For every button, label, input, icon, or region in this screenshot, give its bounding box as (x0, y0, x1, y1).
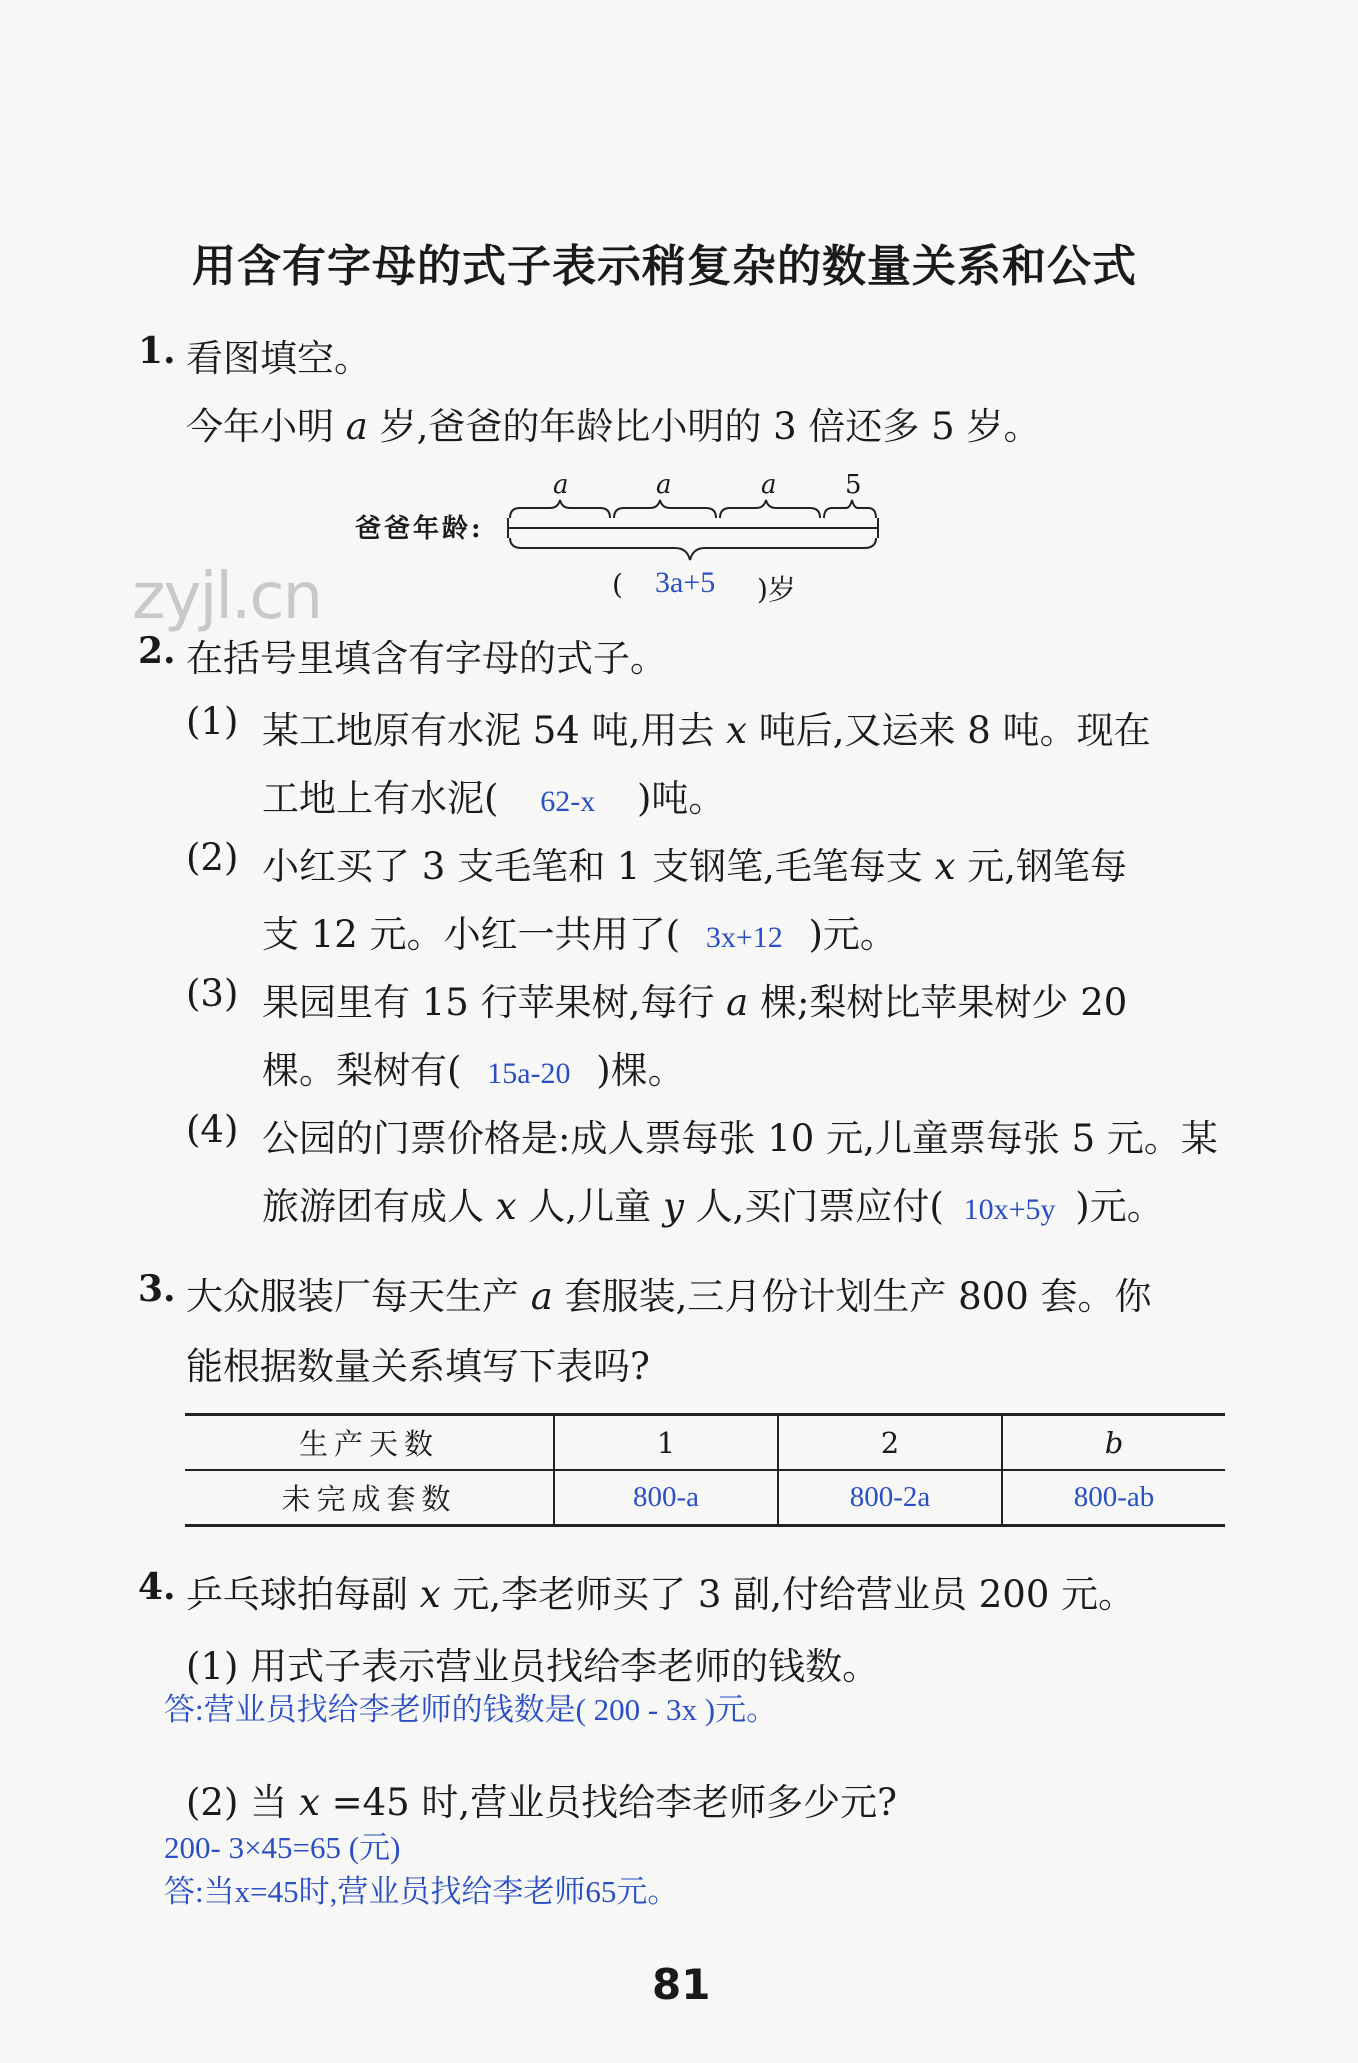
q2-item4-line2-c: 人,买门票应付( (695, 1185, 944, 1228)
q4-sub2-a: (2) 当 (186, 1781, 288, 1824)
q2-item3-line1-b: 棵;梨树比苹果树少 20 (759, 981, 1128, 1024)
q3-var: a (530, 1275, 553, 1318)
q2-item3-answer: 15a-20 (487, 1057, 571, 1090)
q2-item4-answer: 10x+5y (963, 1193, 1056, 1226)
q2-item3-var: a (726, 981, 749, 1024)
diagram-label: 爸爸年龄: (355, 514, 484, 544)
q2-heading: 在括号里填含有字母的式子。 (186, 637, 667, 680)
q2-item3-line2-a: 棵。梨树有( (262, 1049, 462, 1092)
q2-item1-answer: 62-x (540, 785, 596, 818)
q2-item3-line2 (262, 1040, 685, 1094)
q2-item1-var: x (726, 709, 748, 752)
q2-item4-var2: y (662, 1185, 684, 1228)
table-cell: 2 (778, 1415, 1002, 1471)
watermark: zyjl.cn (132, 560, 322, 634)
q1-text-a: 今年小明 (186, 405, 334, 448)
diagram-paren-close: )岁 (757, 573, 796, 606)
q2-item3-no: (3) (186, 972, 239, 1015)
table-answer-cell: 800-ab (1002, 1470, 1225, 1526)
q3-table (185, 1413, 1225, 1527)
diagram-seg-2: a (656, 470, 672, 500)
table-row-label: 未完成套数 (185, 1470, 554, 1526)
q2-item2-line1 (262, 836, 1127, 890)
q2-item2-line1-a: 小红买了 3 支毛笔和 1 支钢笔,毛笔每支 (262, 845, 923, 888)
q1-text-b: 岁,爸爸的年龄比小明的 3 倍还多 5 岁。 (379, 405, 1041, 448)
q4-answer2: 答:当x=45时,营业员找给李老师65元。 (164, 1874, 679, 1909)
q2-item2-answer: 3x+12 (705, 921, 783, 954)
q4-answer2-calc: 200- 3×45=65 (元) (164, 1830, 401, 1865)
q4-line1-a: 乒乓球拍每副 (186, 1573, 408, 1616)
q1-number: 1. (138, 330, 176, 372)
q2-item2-line2-a: 支 12 元。小红一共用了( (262, 913, 681, 956)
q2-item2-var: x (934, 845, 956, 888)
q2-item1-line2 (262, 768, 725, 822)
q3-line2: 能根据数量关系填写下表吗? (186, 1345, 650, 1388)
q2-item1-line1 (262, 700, 1151, 754)
diagram-seg-1: a (553, 470, 569, 500)
q2-item2-no: (2) (186, 836, 239, 879)
q4-sub1: (1) 用式子表示营业员找给李老师的钱数。 (186, 1645, 880, 1688)
q4-number: 4. (138, 1566, 176, 1608)
diagram-seg-4: 5 (845, 470, 862, 500)
table-row (185, 1415, 1225, 1471)
q2-item1-line2-a: 工地上有水泥( (262, 777, 499, 820)
table-answer-cell: 800-a (554, 1470, 778, 1526)
q4-line1-b: 元,李老师买了 3 副,付给营业员 200 元。 (452, 1573, 1136, 1616)
q1-text (186, 396, 1040, 450)
q3-line1-a: 大众服装厂每天生产 (186, 1275, 519, 1318)
q2-item2-line2-b: )元。 (808, 913, 897, 956)
q2-item3-line2-b: )棵。 (596, 1049, 685, 1092)
q2-item1-no: (1) (186, 700, 239, 743)
q2-item1-line1-b: 吨后,又运来 8 吨。现在 (758, 709, 1151, 752)
q2-item4-line2-mid: 人,儿童 (528, 1185, 652, 1228)
q2-item2-line1-b: 元,钢笔每 (967, 845, 1128, 888)
q2-item4-line2-b: )元。 (1075, 1185, 1164, 1228)
table-cell: 1 (554, 1415, 778, 1471)
q2-item4-no: (4) (186, 1108, 239, 1151)
q4-sub2-b: =45 时,营业员找给李老师多少元? (331, 1781, 898, 1824)
q2-item2-line2 (262, 904, 897, 958)
page-title: 用含有字母的式子表示稍复杂的数量关系和公式 (192, 241, 1137, 292)
q2-item4-var1: x (495, 1185, 517, 1228)
q4-var: x (419, 1573, 441, 1616)
q4-answer1: 答:营业员找给李老师的钱数是( 200 - 3x )元。 (164, 1692, 778, 1727)
page-number: 81 (652, 1960, 711, 2009)
q2-item4-line2-a: 旅游团有成人 (262, 1185, 484, 1228)
q3-line1 (186, 1266, 1152, 1320)
q2-item1-line1-a: 某工地原有水泥 54 吨,用去 (262, 709, 715, 752)
q2-item1-line2-b: )吨。 (636, 777, 726, 820)
q4-sub2 (186, 1772, 897, 1826)
q3-number: 3. (138, 1268, 176, 1310)
q4-sub2-var: x (298, 1781, 320, 1824)
table-answer-cell: 800-2a (778, 1470, 1002, 1526)
q2-number: 2. (138, 630, 176, 672)
diagram-answer: 3a+5 (655, 566, 716, 599)
q3-line1-b: 套服装,三月份计划生产 800 套。你 (564, 1275, 1152, 1318)
q1-text-var: a (345, 405, 368, 448)
q2-item3-line1-a: 果园里有 15 行苹果树,每行 (262, 981, 715, 1024)
table-row (185, 1470, 1225, 1526)
q1-heading: 看图填空。 (186, 337, 371, 380)
q2-item4-line1: 公园的门票价格是:成人票每张 10 元,儿童票每张 5 元。某 (262, 1117, 1218, 1160)
table-cell: b (1002, 1415, 1225, 1471)
diagram-paren-open: ( (612, 568, 623, 601)
q2-item4-line2 (262, 1176, 1164, 1230)
q4-line1 (186, 1564, 1135, 1618)
q2-item3-line1 (262, 972, 1127, 1026)
diagram-seg-3: a (761, 470, 777, 500)
table-header-label: 生产天数 (185, 1415, 554, 1471)
